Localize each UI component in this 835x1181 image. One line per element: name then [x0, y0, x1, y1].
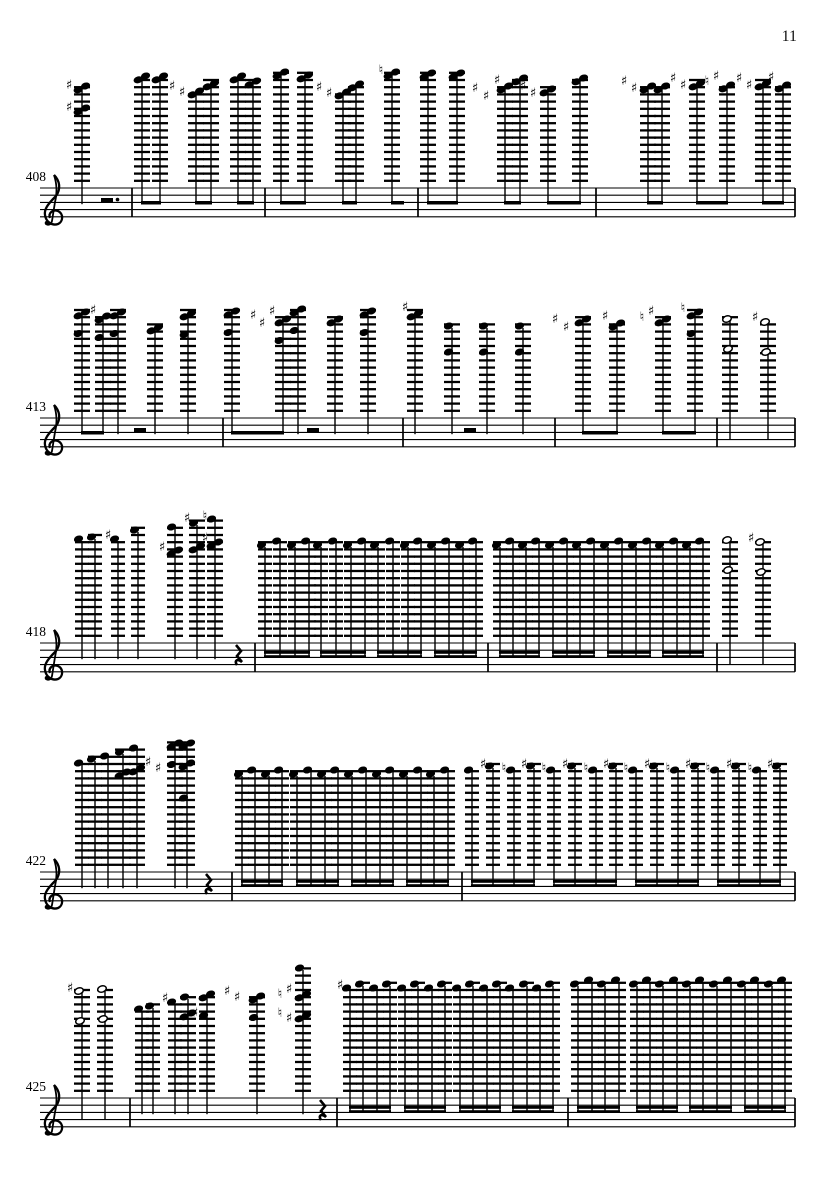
beam [553, 884, 617, 887]
beam [459, 1110, 501, 1113]
beam [320, 651, 366, 654]
sharp-accidental: ♯ [601, 309, 609, 324]
beam [553, 880, 617, 883]
beam [636, 1110, 678, 1113]
beam [471, 880, 535, 883]
beam [504, 201, 521, 205]
sharp-accidental: ♯ [191, 1006, 199, 1021]
natural-accidental: ♮ [680, 301, 686, 316]
sharp-accidental: ♯ [144, 755, 152, 770]
measure-number: 418 [25, 624, 46, 639]
sharp-accidental: ♯ [712, 69, 720, 84]
beam [264, 655, 310, 658]
beam [351, 884, 394, 887]
sharp-accidental: ♯ [161, 991, 169, 1006]
beam [296, 884, 339, 887]
natural-accidental: ♮ [583, 761, 589, 776]
sharp-accidental: ♯ [66, 981, 74, 996]
sharp-accidental: ♯ [529, 86, 537, 101]
beam [320, 655, 366, 658]
natural-accidental: ♮ [378, 63, 384, 78]
sharp-accidental: ♯ [65, 78, 73, 93]
sharp-accidental: ♯ [249, 308, 257, 323]
beam [264, 651, 310, 654]
sharp-accidental: ♯ [479, 757, 487, 772]
beam [662, 651, 704, 654]
sharp-accidental: ♯ [747, 531, 755, 546]
natural-accidental: ♮ [747, 761, 753, 776]
beam [499, 651, 540, 654]
natural-accidental: ♮ [202, 509, 208, 524]
beam [81, 431, 104, 435]
beam [349, 1106, 391, 1109]
half-rest [307, 428, 319, 432]
treble-clef-icon [45, 905, 50, 910]
beam [342, 201, 357, 205]
beam [552, 651, 595, 654]
beam [662, 655, 704, 658]
beam [237, 201, 254, 205]
measure-number: 413 [25, 399, 46, 414]
sharp-accidental: ♯ [519, 79, 527, 94]
beam [459, 1106, 501, 1109]
beam [404, 1110, 446, 1113]
beam [762, 201, 784, 205]
natural-accidental: ♮ [501, 761, 507, 776]
sharp-accidental: ♯ [751, 310, 759, 325]
treble-clef-icon [45, 451, 50, 456]
beam [241, 884, 283, 887]
sharp-accidental: ♯ [268, 304, 276, 319]
beam [744, 1106, 786, 1109]
natural-accidental: ♮ [623, 761, 629, 776]
beam [427, 201, 458, 205]
beam [547, 201, 581, 205]
treble-clef-icon [45, 1131, 50, 1136]
beam [635, 880, 699, 883]
natural-accidental: ♮ [541, 761, 547, 776]
beam [349, 1110, 391, 1113]
sharp-accidental: ♯ [669, 71, 677, 86]
sharp-accidental: ♯ [89, 303, 97, 318]
beam [406, 880, 449, 883]
beam [717, 884, 781, 887]
half-note-head [756, 568, 766, 577]
sharp-accidental: ♯ [315, 80, 323, 95]
sharp-accidental: ♯ [285, 1011, 293, 1026]
natural-accidental: ♮ [704, 74, 710, 89]
beam [434, 655, 477, 658]
beam [607, 651, 651, 654]
sharp-accidental: ♯ [745, 78, 753, 93]
beam [647, 201, 663, 205]
beam [296, 880, 339, 883]
beam [512, 1106, 554, 1109]
natural-accidental: ♮ [639, 310, 645, 325]
half-rest [134, 428, 146, 432]
beam [662, 431, 696, 435]
beam [280, 201, 306, 205]
sharp-accidental: ♯ [620, 74, 628, 89]
measure-number: 408 [25, 169, 46, 184]
half-note-head [98, 1015, 108, 1024]
sharp-accidental: ♯ [602, 757, 610, 772]
beam [582, 431, 618, 435]
beam [607, 655, 651, 658]
sharp-accidental: ♯ [684, 757, 692, 772]
sharp-accidental: ♯ [285, 982, 293, 997]
beam [351, 880, 394, 883]
sharp-accidental: ♯ [471, 81, 479, 96]
sharp-accidental: ♯ [551, 312, 559, 327]
beam [406, 884, 449, 887]
beam [391, 201, 404, 205]
sharp-accidental: ♯ [178, 85, 186, 100]
sharp-accidental: ♯ [223, 984, 231, 999]
sharp-accidental: ♯ [158, 540, 166, 555]
sharp-accidental: ♯ [401, 300, 409, 315]
beam [377, 655, 422, 658]
sharp-accidental: ♯ [766, 757, 774, 772]
sharp-accidental: ♯ [561, 757, 569, 772]
sharp-accidental: ♯ [168, 79, 176, 94]
beam [377, 651, 422, 654]
sharp-accidental: ♯ [630, 81, 638, 96]
quarter-rest [320, 1100, 326, 1120]
sharp-accidental: ♯ [562, 320, 570, 335]
measure-number: 425 [25, 1079, 46, 1094]
sharp-accidental: ♯ [725, 757, 733, 772]
sharp-accidental: ♯ [643, 757, 651, 772]
half-rest [464, 428, 476, 432]
half-rest [101, 198, 113, 202]
sharp-accidental: ♯ [104, 528, 112, 543]
sharp-accidental: ♯ [325, 86, 333, 101]
treble-clef-icon [45, 676, 50, 681]
beam [689, 1106, 732, 1109]
quarter-rest [206, 874, 212, 894]
sharp-accidental: ♯ [183, 511, 191, 526]
half-note-head [761, 348, 771, 357]
beam [471, 884, 535, 887]
sharp-accidental: ♯ [647, 304, 655, 319]
beam [636, 1106, 678, 1109]
natural-accidental: ♮ [277, 1006, 283, 1021]
natural-accidental: ♮ [705, 761, 711, 776]
treble-clef-icon [45, 221, 50, 226]
quarter-rest [236, 645, 242, 665]
beam [241, 880, 283, 883]
beam [552, 655, 595, 658]
beam [434, 651, 477, 654]
beam [195, 201, 212, 205]
sharp-accidental: ♯ [482, 89, 490, 104]
beam [231, 431, 284, 435]
beam [404, 1106, 446, 1109]
sharp-accidental: ♯ [520, 757, 528, 772]
sharp-accidental: ♯ [258, 316, 266, 331]
sharp-accidental: ♯ [767, 70, 775, 85]
natural-accidental: ♮ [665, 761, 671, 776]
beam [141, 201, 161, 205]
sharp-accidental: ♯ [336, 978, 344, 993]
half-note-head [723, 566, 733, 575]
beam [696, 201, 728, 205]
measure-number: 422 [25, 853, 46, 868]
sharp-accidental: ♯ [493, 73, 501, 88]
beam [577, 1110, 620, 1113]
beam [717, 880, 781, 883]
beam [577, 1106, 620, 1109]
beam [744, 1110, 786, 1113]
sharp-accidental: ♯ [233, 990, 241, 1005]
page-number: 11 [781, 28, 797, 45]
rest-dot [116, 198, 120, 202]
beam [512, 1110, 554, 1113]
beam [499, 655, 540, 658]
sharp-accidental: ♯ [735, 71, 743, 86]
sharp-accidental: ♯ [679, 78, 687, 93]
natural-accidental: ♮ [277, 987, 283, 1002]
beam [635, 884, 699, 887]
sharp-accidental: ♯ [154, 761, 162, 776]
beam [689, 1110, 732, 1113]
sharp-accidental: ♯ [201, 531, 209, 546]
sharp-accidental: ♯ [65, 100, 73, 115]
